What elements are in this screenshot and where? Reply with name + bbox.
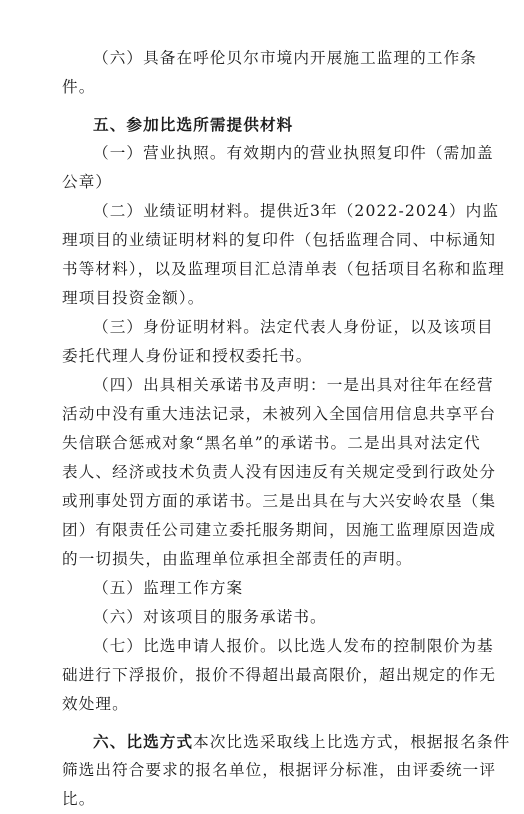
paragraph-line: （四）出具相关承诺书及声明：一是出具对往年在经营	[93, 376, 494, 394]
paragraph-line: （六）具备在呼伦贝尔市境内开展施工监理的工作条	[93, 49, 477, 67]
section-six-text: 本次比选采取线上比选方式，根据报名条件	[193, 733, 511, 751]
document-page	[62, 44, 511, 814]
paragraph-line: 委托代理人身份证和授权委托书。	[62, 347, 313, 365]
paragraph-line: 活动中没有重大违法记录，未被列入全国信用信息共享平台	[62, 405, 497, 423]
paragraph-line: （五）监理工作方案	[93, 579, 244, 597]
section-six-line	[62, 727, 511, 756]
paragraph-line: 理项目投资金额）。	[62, 289, 205, 307]
paragraph-line: 理项目的业绩证明材料的复印件（包括监理合同、中标通知	[62, 231, 497, 249]
paragraph-line: （二）业绩证明材料。提供近3年（2022-2024）内监	[93, 202, 500, 220]
paragraph-line: 筛选出符合要求的报名单位，根据评分标准，由评委统一评	[62, 761, 497, 779]
paragraph-line: 效处理。	[62, 695, 129, 713]
paragraph-line: 础进行下浮报价，报价不得超出最高限价，超出规定的作无	[62, 666, 497, 684]
paragraph-line: 失信联合惩戒对象“黑名单”的承诺书。二是出具对法定代	[62, 434, 481, 452]
paragraph-line: 比。	[62, 790, 96, 808]
paragraph-line: 表人、经济或技术负责人没有因违反有关规定受到行政处分	[62, 463, 497, 481]
section-six-heading: 六、比选方式	[93, 732, 194, 751]
paragraph-line: 书等材料），以及监理项目汇总清单表（包括项目名称和监理	[62, 260, 505, 278]
paragraph-line: 的一切损失，由监理单位承担全部责任的声明。	[62, 550, 413, 568]
paragraph-line: 或刑事处罚方面的承诺书。三是出具在与大兴安岭农垦（集	[62, 492, 497, 510]
paragraph-line: （一）营业执照。有效期内的营业执照复印件（需加盖	[93, 144, 494, 162]
paragraph-line: （六）对该项目的服务承诺书。	[93, 608, 327, 626]
paragraph-line: 件。	[62, 78, 96, 96]
paragraph-line: 团）有限责任公司建立委托服务期间，因施工监理原因造成	[62, 521, 497, 539]
paragraph-line: （三）身份证明材料。法定代表人身份证，以及该项目	[93, 318, 494, 336]
section-heading: 五、参加比选所需提供材料	[93, 115, 294, 134]
paragraph-line: （七）比选申请人报价。以比选人发布的控制限价为基	[93, 637, 494, 655]
paragraph-line: 公章）	[62, 173, 113, 191]
